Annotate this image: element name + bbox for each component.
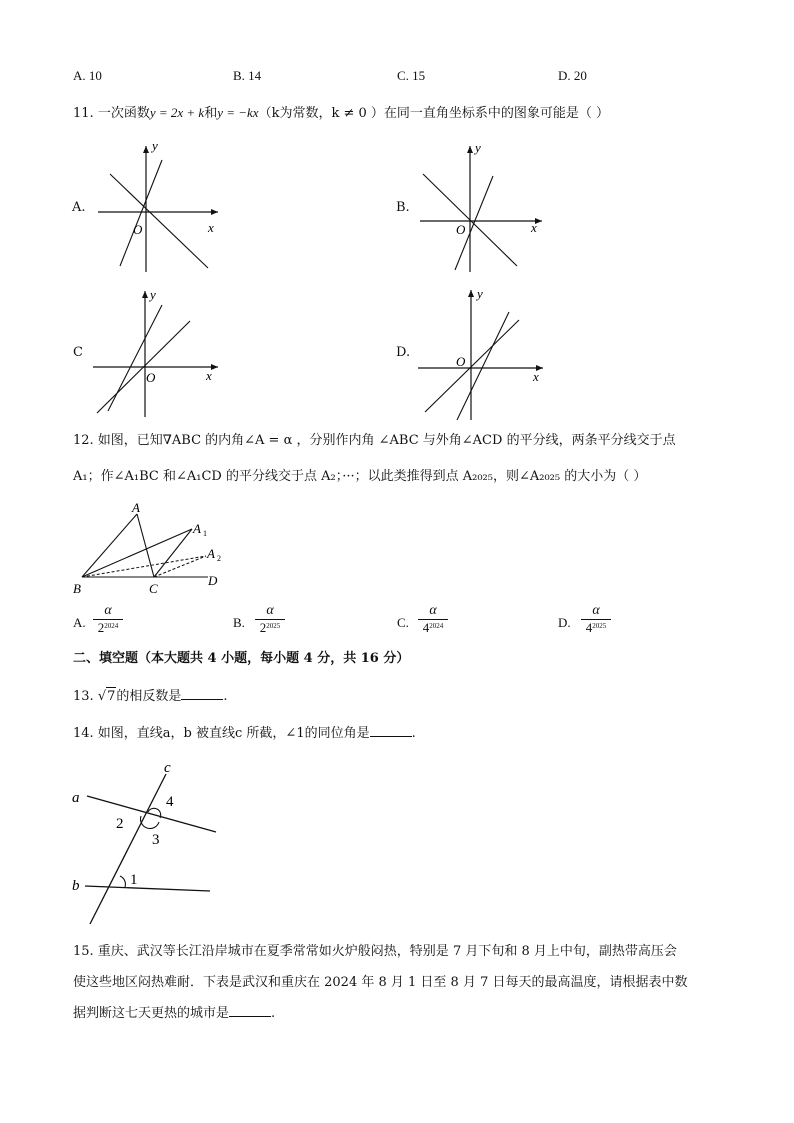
q15-end: . bbox=[271, 1006, 276, 1021]
q12-option-a-fraction bbox=[93, 604, 123, 635]
numerator: α bbox=[104, 603, 112, 618]
q15-line-2: 使这些地区闷热难耐．下表是武汉和重庆在 2024 年 8 月 1 日至 8 月 7 日每天的最高温度，请根据表中数 bbox=[73, 975, 688, 990]
q11-stem bbox=[73, 104, 609, 123]
y-label: y bbox=[150, 287, 156, 302]
denominator: $2^{2024}$ bbox=[97, 620, 119, 635]
y-label: y bbox=[152, 138, 158, 153]
y-axis-arrow bbox=[143, 146, 149, 153]
line-2 bbox=[120, 160, 162, 266]
segment-ba1 bbox=[82, 529, 192, 577]
point-a1-sub: 1 bbox=[203, 529, 207, 538]
q12-option-b-label: B. bbox=[233, 615, 245, 630]
y-label: y bbox=[477, 286, 483, 301]
q11-pre: 一次函数 bbox=[97, 106, 150, 121]
angle-4-label: 4 bbox=[166, 794, 174, 810]
origin-label: O bbox=[146, 370, 156, 385]
q15-text: 据判断这七天更热的城市是 bbox=[73, 1006, 230, 1021]
origin-label: O bbox=[456, 354, 466, 369]
line-1 bbox=[108, 305, 162, 411]
sqrt-radicand: 7 bbox=[107, 689, 116, 704]
q10-option-d: D. 20 bbox=[558, 68, 587, 83]
q12-option-c-label: C. bbox=[397, 615, 409, 630]
angle-arc-1 bbox=[120, 876, 125, 887]
denominator: $4^{2024}$ bbox=[422, 620, 444, 635]
numerator: α bbox=[592, 603, 600, 618]
q10-option-a: A. 10 bbox=[73, 68, 102, 83]
segment-ac bbox=[137, 514, 154, 577]
q12-option-b-fraction bbox=[255, 604, 285, 635]
q14-end: . bbox=[411, 726, 416, 741]
segment-ba bbox=[82, 514, 137, 577]
y-axis-arrow bbox=[467, 146, 473, 153]
point-a2-label: A bbox=[207, 546, 215, 561]
point-b-label: B bbox=[73, 581, 81, 596]
q11-label-b: B. bbox=[396, 200, 410, 215]
sqrt-symbol: √ bbox=[97, 689, 107, 704]
angle-3-label: 3 bbox=[152, 832, 160, 848]
line-c bbox=[90, 774, 166, 924]
line-c-label: c bbox=[164, 760, 171, 776]
q13-stem bbox=[73, 687, 228, 706]
denominator: $2^{2025}$ bbox=[259, 620, 281, 635]
denominator: $4^{2025}$ bbox=[585, 620, 607, 635]
x-axis-arrow bbox=[211, 364, 218, 370]
q14-text: 14. 如图，直线a，b 被直线c 所截，∠1的同位角是 bbox=[73, 726, 370, 741]
line-b bbox=[85, 886, 210, 891]
line-2 bbox=[425, 320, 519, 412]
origin-label: O bbox=[456, 222, 466, 237]
origin-label: O bbox=[133, 222, 143, 237]
point-d-label: D bbox=[208, 573, 218, 588]
x-axis-arrow bbox=[211, 209, 218, 215]
q11-func-2: y = −kx bbox=[217, 105, 259, 120]
line-a-label: a bbox=[72, 790, 80, 806]
q15-line-3 bbox=[73, 1004, 275, 1023]
q11-label-a: A. bbox=[72, 200, 86, 215]
q11-label-c: C bbox=[73, 345, 83, 360]
x-label: x bbox=[533, 369, 539, 384]
q11-mid: 和 bbox=[204, 106, 218, 121]
q13-text: 的相反数是 bbox=[116, 689, 182, 704]
y-label: y bbox=[475, 140, 481, 155]
angle-2-label: 2 bbox=[116, 816, 124, 832]
q11-func-1: y = 2x + k bbox=[149, 105, 205, 120]
angle-1-label: 1 bbox=[130, 872, 138, 888]
q14-answer-blank[interactable] bbox=[370, 724, 412, 737]
q11-number: 11. bbox=[73, 106, 94, 121]
q12-stem-line-1: 12. 如图，已知∇ABC 的内角∠A = α ，分别作内角 ∠ABC 与外角∠ACD 的平分线，两条平分线交于点 bbox=[73, 433, 676, 448]
point-a-label: A bbox=[132, 500, 140, 515]
q12-figure bbox=[70, 500, 230, 598]
q11-condition: （k为常数，k ≠ 0 ）在同一直角坐标系中的图象可能是（ ） bbox=[258, 106, 610, 121]
line-b-label: b bbox=[72, 878, 80, 894]
q12-option-d-label: D. bbox=[558, 615, 571, 630]
numerator: α bbox=[429, 603, 437, 618]
q12-option-a-label: A. bbox=[73, 615, 86, 630]
point-c-label: C bbox=[149, 581, 158, 596]
q12-option-c-fraction bbox=[418, 604, 448, 635]
x-label: x bbox=[531, 220, 537, 235]
q13-answer-blank[interactable] bbox=[181, 687, 223, 700]
point-a2-sub: 2 bbox=[217, 554, 221, 563]
q11-graph-d bbox=[415, 284, 555, 422]
q11-graph-c bbox=[90, 285, 230, 420]
x-label: x bbox=[208, 220, 214, 235]
q11-graph-b bbox=[415, 138, 555, 278]
q12-option-d-fraction bbox=[581, 604, 611, 635]
q11-label-d: D. bbox=[396, 345, 411, 360]
q10-option-c: C. 15 bbox=[397, 68, 426, 83]
point-a1-label: A bbox=[193, 521, 201, 536]
q10-option-b: B. 14 bbox=[233, 68, 262, 83]
x-label: x bbox=[206, 368, 212, 383]
segment-ba2 bbox=[82, 556, 206, 577]
y-axis-arrow bbox=[468, 290, 474, 297]
q13-number: 13. bbox=[73, 689, 94, 704]
q14-figure bbox=[68, 756, 228, 928]
y-axis-arrow bbox=[142, 291, 148, 298]
q11-graph-a bbox=[90, 138, 230, 278]
numerator: α bbox=[266, 603, 274, 618]
q15-line-1: 15. 重庆、武汉等长江沿岸城市在夏季常常如火炉般闷热，特别是 7 月下旬和 8 月上中旬，副热带高压会 bbox=[73, 944, 677, 959]
q12-stem-line-2: A₁；作∠A₁BC 和∠A₁CD 的平分线交于点 A₂；···；以此类推得到点 A₂₀₂₅，则∠A₂₀₂₅ 的大小为（ ） bbox=[73, 469, 647, 484]
q15-answer-blank[interactable] bbox=[229, 1004, 271, 1017]
section-heading-fill-in: 二、填空题（本大题共 4 小题，每小题 4 分，共 16 分） bbox=[73, 651, 410, 666]
q14-stem bbox=[73, 724, 416, 743]
q13-end: . bbox=[223, 689, 228, 704]
